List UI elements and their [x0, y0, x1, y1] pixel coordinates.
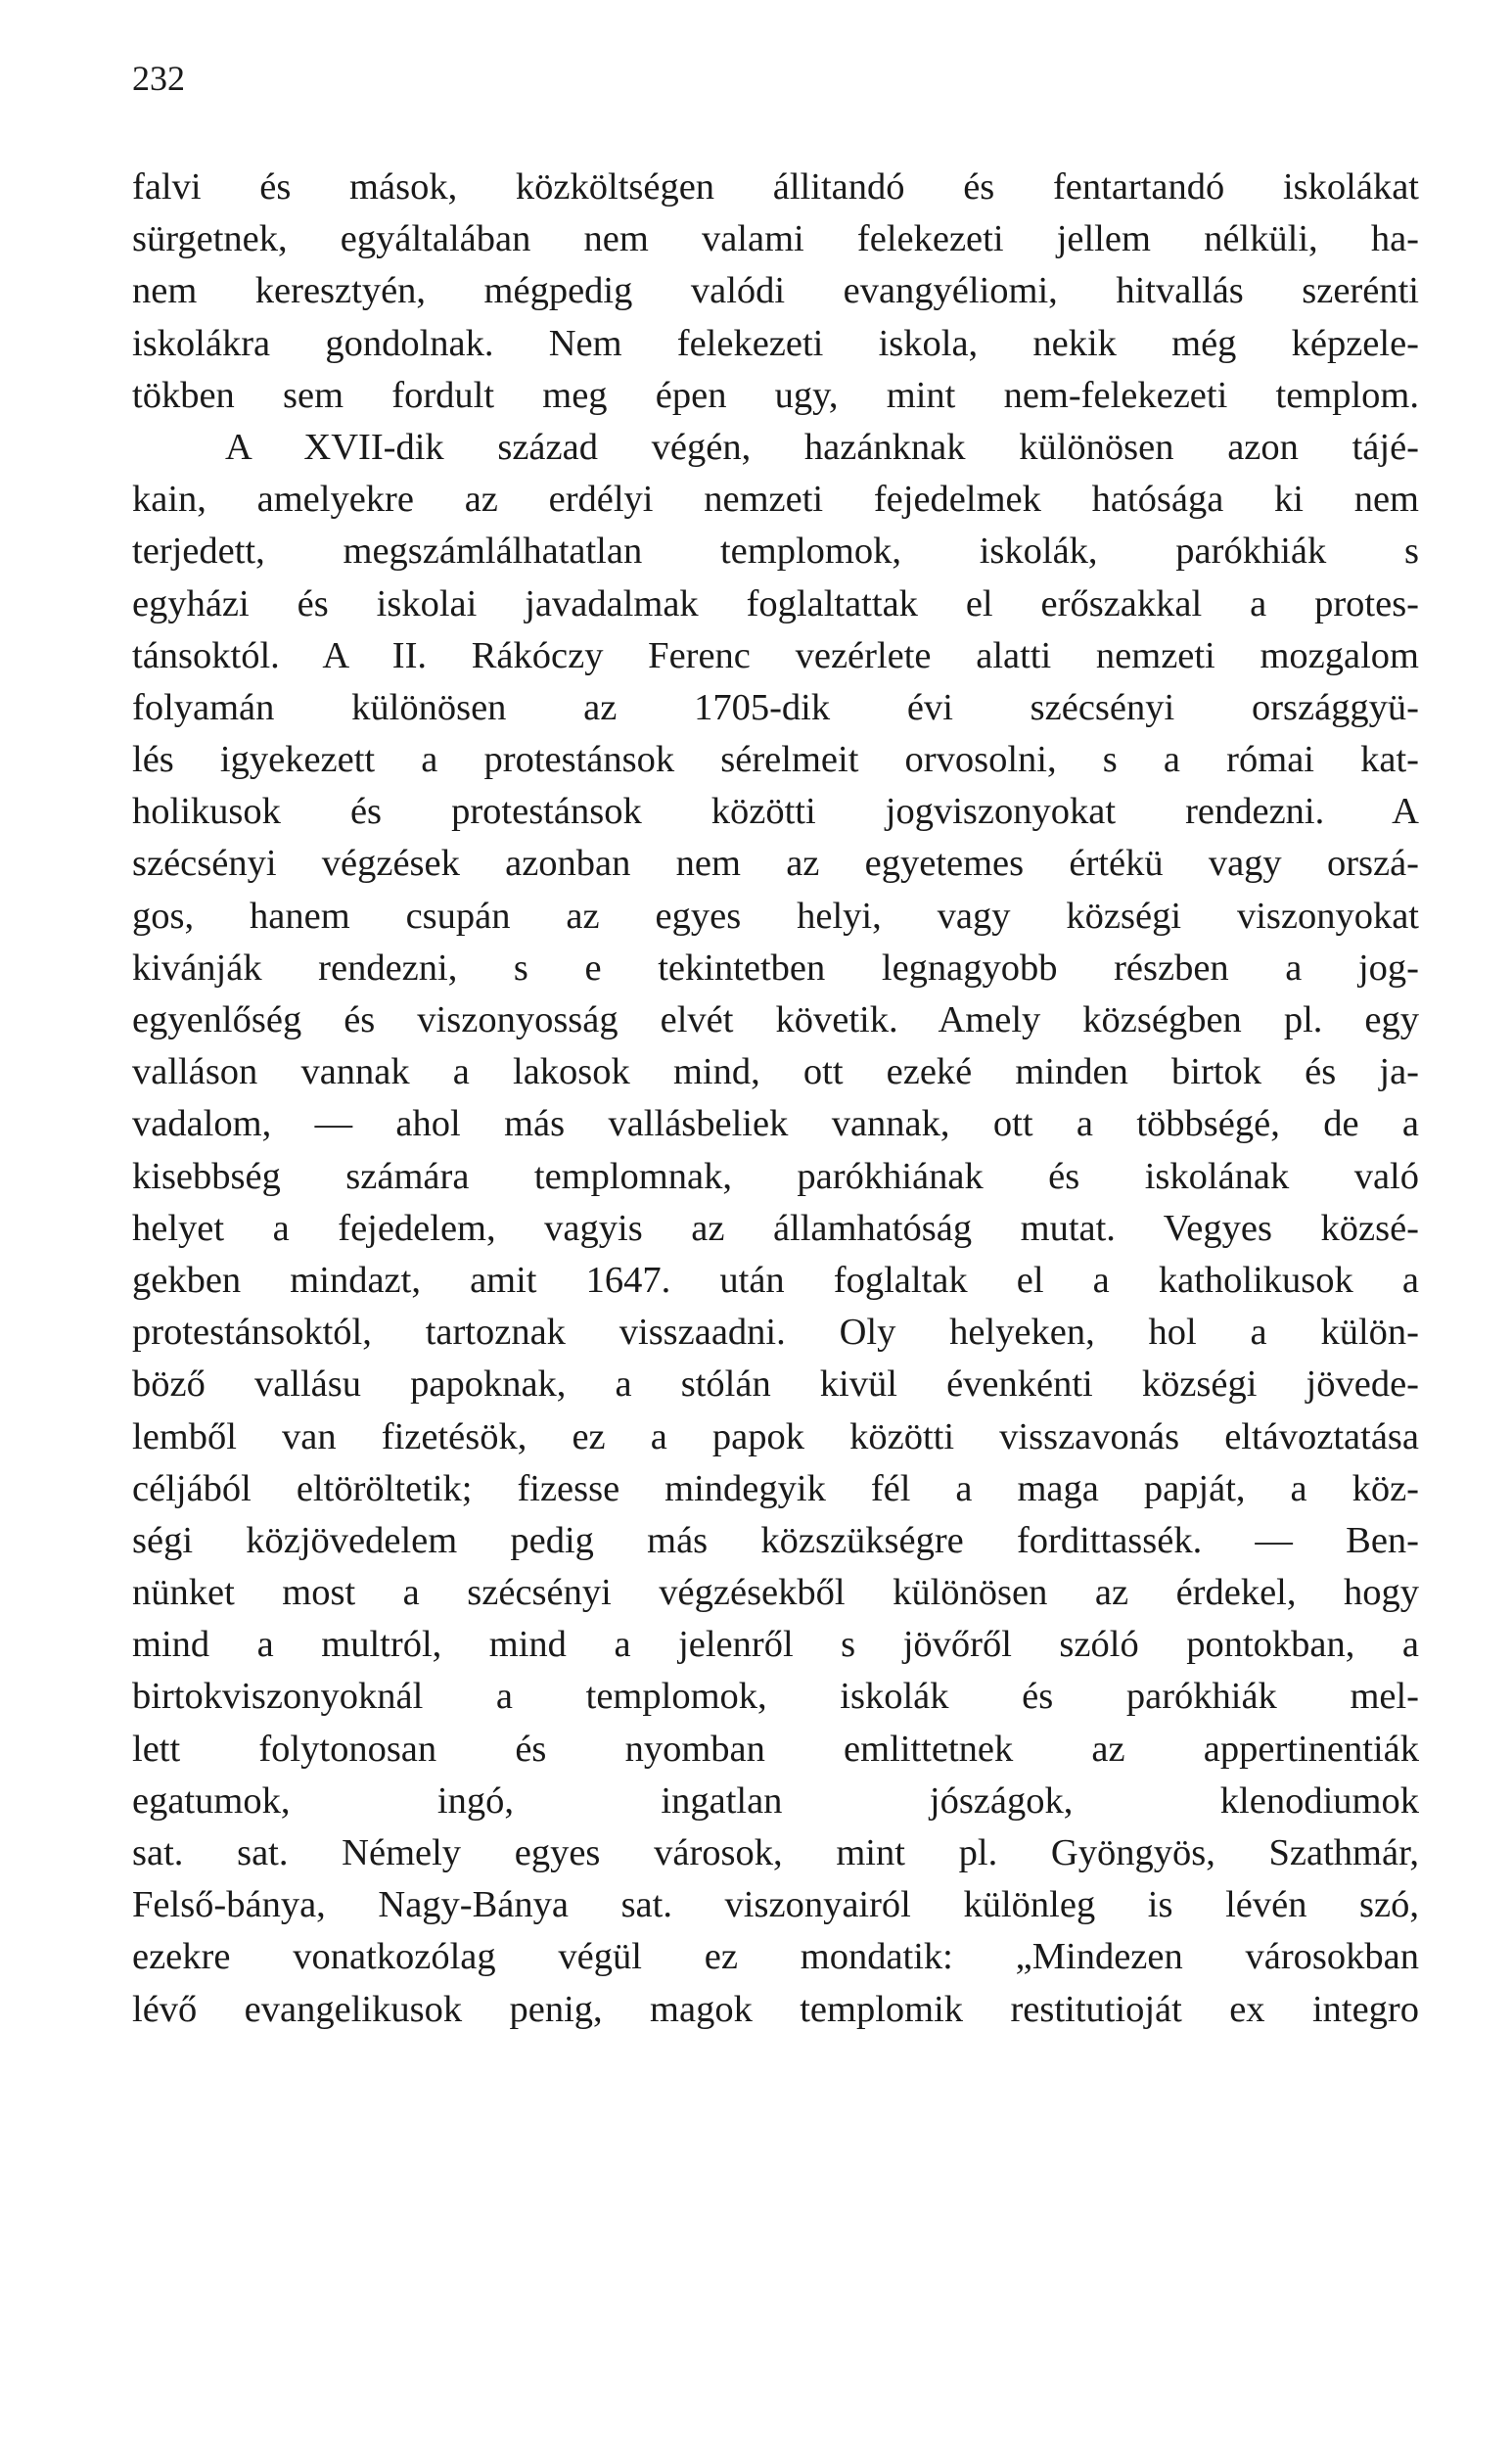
text-line: helyet a fejedelem, vagyis az államhatóság mutat. Vegyes közsé- [132, 1207, 1419, 1249]
text-line: sürgetnek, egyáltalában nem valami felekezeti jellem nélküli, ha- [132, 218, 1419, 260]
text-line: gos, hanem csupán az egyes helyi, vagy községi viszonyokat [132, 895, 1419, 937]
text-line: falvi és mások, közköltségen állitandó és fentartandó iskolákat [132, 166, 1419, 208]
text-line: egyenlőség és viszonyosság elvét követik. Amely községben pl. egy [132, 999, 1419, 1040]
text-line: protestánsoktól, tartoznak visszaadni. Oly helyeken, hol a külön- [132, 1312, 1419, 1354]
text-line: lett folytonosan és nyomban emlittetnek az appertinentiák [132, 1728, 1419, 1770]
page-number: 232 [132, 59, 185, 98]
text-line: egyházi és iskolai javadalmak foglaltattak el erőszakkal a protes- [132, 582, 1419, 624]
text-line: céljából eltöröltetik; fizesse mindegyik fél a maga papját, a köz- [132, 1467, 1419, 1509]
text-line: birtokviszonyoknál a templomok, iskolák és parókhiák mel- [132, 1676, 1419, 1718]
text-line: lés igyekezett a protestánsok sérelmeit orvosolni, s a római kat- [132, 739, 1419, 781]
text-line: szécsényi végzések azonban nem az egyetemes értékü vagy orszá- [132, 843, 1419, 885]
text-line: kisebbség számára templomnak, parókhiának és iskolának való [132, 1155, 1419, 1197]
text-line: iskolákra gondolnak. Nem felekezeti iskola, nekik még képzele- [132, 322, 1419, 364]
text-line: Felső-bánya, Nagy-Bánya sat. viszonyairól különleg is lévén szó, [132, 1884, 1419, 1926]
text-line: valláson vannak a lakosok mind, ott ezeké minden birtok és ja- [132, 1051, 1419, 1093]
text-line: kivánják rendezni, s e tekintetben legnagyobb részben a jog- [132, 946, 1419, 989]
text-line: sat. sat. Némely egyes városok, mint pl. Gyöngyös, Szathmár, [132, 1832, 1419, 1873]
text-line: mind a multról, mind a jelenről s jövőről szóló pontokban, a [132, 1624, 1419, 1666]
text-line: egatumok, ingó, ingatlan jószágok, klenodiumok [132, 1779, 1419, 1822]
text-line: tánsoktól. A II. Rákóczy Ferenc vezérlete alatti nemzeti mozgalom [132, 634, 1419, 676]
text-line: folyamán különösen az 1705-dik évi szécsényi országgyü- [132, 686, 1419, 728]
text-line: nem keresztyén, mégpedig valódi evangyéliomi, hitvallás szerénti [132, 270, 1419, 312]
text-line: nünket most a szécsényi végzésekből különösen az érdekel, hogy [132, 1572, 1419, 1614]
text-line: vadalom, — ahol más vallásbeliek vannak, ott a többségé, de a [132, 1103, 1419, 1145]
text-line: A XVII-dik század végén, hazánknak különösen azon tájé- [225, 426, 1419, 468]
text-line: holikusok és protestánsok közötti jogviszonyokat rendezni. A [132, 791, 1419, 833]
text-line: ezekre vonatkozólag végül ez mondatik: „Mindezen városokban [132, 1936, 1419, 1978]
body-text [132, 162, 1419, 2036]
text-line: gekben mindazt, amit 1647. után foglaltak el a katholikusok a [132, 1259, 1419, 1301]
text-line: kain, amelyekre az erdélyi nemzeti fejedelmek hatósága ki nem [132, 479, 1419, 521]
text-line: terjedett, megszámlálhatatlan templomok, iskolák, parókhiák s [132, 531, 1419, 573]
text-line: ségi közjövedelem pedig más közszükségre fordittassék. — Ben- [132, 1519, 1419, 1561]
text-line: tökben sem fordult meg épen ugy, mint nem-felekezeti templom. [132, 374, 1419, 416]
text-line: böző vallásu papoknak, a stólán kivül évenkénti községi jövede- [132, 1363, 1419, 1406]
text-line: lévő evangelikusok penig, magok templomik restitutioját ex integro [132, 1988, 1419, 2030]
text-line: lemből van fizetésök, ez a papok közötti visszavonás eltávoztatása [132, 1415, 1419, 1457]
